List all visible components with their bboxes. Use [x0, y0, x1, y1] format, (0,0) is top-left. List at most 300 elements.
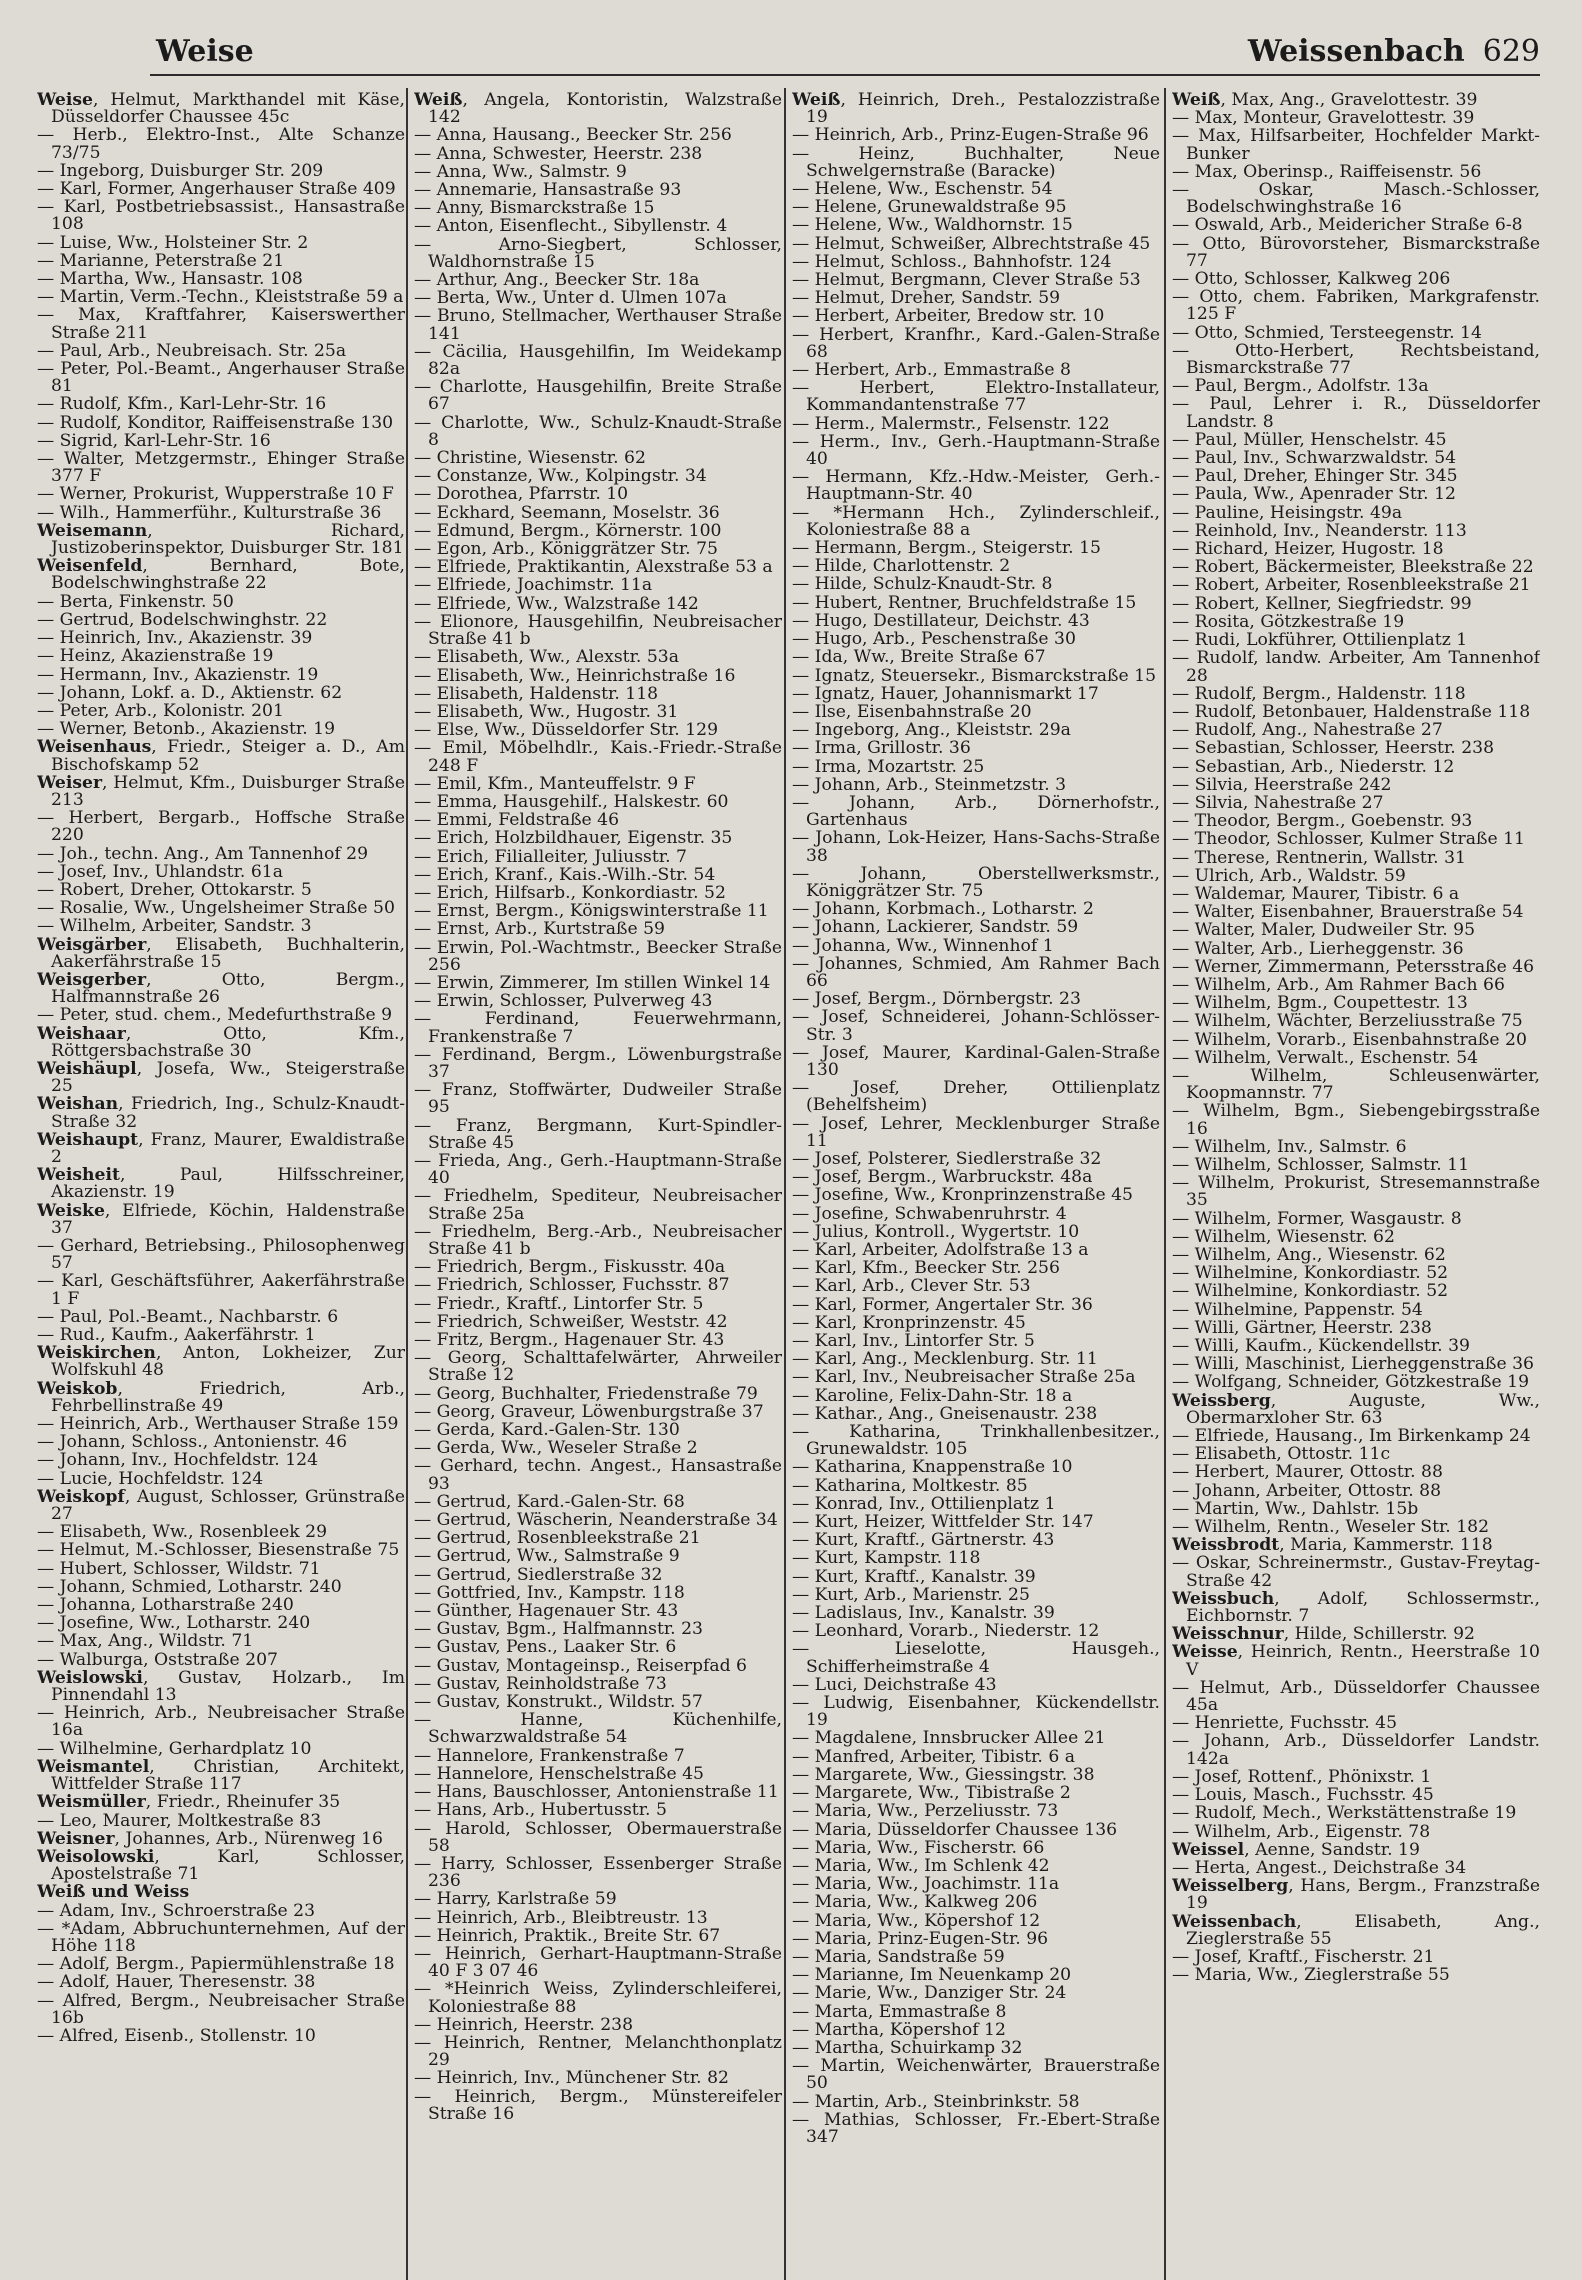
directory-entry: — Alfred, Bergm., Neubreisacher Straße 16b	[37, 1990, 405, 2028]
directory-entry: — Karl, Arb., Clever Str. 53	[792, 1276, 1031, 1297]
directory-entry: — Paul, Lehrer i. R., Düsseldorfer Landstr. 8	[1172, 394, 1540, 432]
directory-entry: — Adolf, Hauer, Theresenstr. 38	[37, 1972, 316, 1993]
directory-entry: — Hermann, Inv., Akazienstr. 19	[37, 664, 319, 685]
directory-entry: — Karl, Inv., Lintorfer Str. 5	[792, 1331, 1035, 1352]
directory-entry: — Gertrud, Wäscherin, Neanderstraße 34	[414, 1510, 778, 1531]
directory-entry: — Ilse, Eisenbahnstraße 20	[792, 701, 1032, 722]
directory-entry: — Elisabeth, Ww., Heinrichstraße 16	[414, 665, 736, 686]
directory-entry: — Waldemar, Maurer, Tibistr. 6 a	[1172, 883, 1460, 904]
directory-entry: — Johann, Arb., Düsseldorfer Landstr. 142a	[1172, 1731, 1540, 1769]
directory-entry: — Josef, Maurer, Kardinal-Galen-Straße 130	[792, 1042, 1160, 1080]
directory-entry: — Mathias, Schlosser, Fr.-Ebert-Straße 347	[792, 2109, 1160, 2147]
directory-entry: — *Hermann Hch., Zylinderschleif., Koloniestraße 88 a	[792, 502, 1160, 540]
directory-entry: — Willi, Gärtner, Heerstr. 238	[1172, 1317, 1432, 1338]
directory-entry: — Arthur, Ang., Beecker Str. 18a	[414, 270, 700, 291]
directory-entry: — Hannelore, Frankenstraße 7	[414, 1745, 685, 1766]
directory-entry: — Gerhard, techn. Angest., Hansastraße 93	[414, 1456, 782, 1494]
directory-entry: — Ingeborg, Duisburger Str. 209	[37, 160, 324, 181]
directory-entry: — Heinrich, Arb., Werthauser Straße 159	[37, 1414, 399, 1435]
directory-entry: — Paula, Ww., Apenrader Str. 12	[1172, 484, 1456, 505]
directory-entry: — Rosalie, Ww., Ungelsheimer Straße 50	[37, 898, 395, 919]
directory-entry: — Gertrud, Siedlerstraße 32	[414, 1564, 663, 1585]
directory-entry: Weismüller, Friedr., Rheinufer 35	[37, 1792, 341, 1813]
directory-entry: — Friedrich, Schlosser, Fuchsstr. 87	[414, 1275, 730, 1296]
directory-entry: Weissbuch, Adolf, Schlossermstr., Eichbornstr. 7	[1172, 1588, 1540, 1627]
directory-entry: — Friedrich, Bergm., Fiskusstr. 40a	[414, 1257, 726, 1278]
directory-entry: — Johann, Schloss., Antonienstr. 46	[37, 1432, 348, 1453]
directory-entry: Weiß, Max, Ang., Gravelottestr. 39	[1172, 92, 1478, 110]
directory-entry: Weisse, Heinrich, Rentn., Heerstraße 10 V	[1172, 1642, 1540, 1680]
directory-entry: — Rosita, Götzkestraße 19	[1172, 611, 1405, 632]
directory-entry: — Gustav, Reinholdstraße 73	[414, 1673, 667, 1694]
directory-entry: — Josef, Dreher, Ottilienplatz (Behelfsheim)	[792, 1078, 1160, 1116]
directory-entry: Weiser, Helmut, Kfm., Duisburger Straße 213	[37, 772, 405, 810]
directory-entry: — Gustav, Bgm., Halfmannstr. 23	[414, 1619, 703, 1640]
directory-entry: — Gerda, Ww., Weseler Straße 2	[414, 1438, 698, 1459]
directory-entry: — Heinrich, Arb., Bleibtreustr. 13	[414, 1907, 708, 1928]
directory-entry: — Rudolf, Konditor, Raiffeisenstraße 130	[37, 412, 394, 433]
directory-entry: — Harry, Schlosser, Essenberger Straße 236	[414, 1853, 782, 1892]
directory-entry: — Wilhelmine, Konkordiastr. 52	[1172, 1263, 1449, 1284]
directory-entry: — Otto, chem. Fabriken, Markgrafenstr. 125 F	[1172, 287, 1540, 325]
directory-entry: — Gertrud, Bodelschwinghstr. 22	[37, 609, 328, 630]
directory-entry: — Helene, Ww., Eschenstr. 54	[792, 179, 1053, 200]
directory-entry: — Ignatz, Hauer, Johannismarkt 17	[792, 683, 1099, 704]
directory-entry: — Josefine, Schwabenruhrstr. 4	[792, 1203, 1067, 1224]
directory-entry: — Sebastian, Schlosser, Heerstr. 238	[1172, 738, 1495, 759]
directory-entry: — Karl, Former, Angertaler Str. 36	[792, 1294, 1093, 1315]
directory-entry: — Gustav, Konstrukt., Wildstr. 57	[414, 1692, 703, 1713]
directory-entry: — Ignatz, Steuersekr., Bismarckstraße 15	[792, 665, 1157, 686]
directory-entry: — Christine, Wiesenstr. 62	[414, 448, 646, 469]
directory-entry: — Anna, Schwester, Heerstr. 238	[414, 143, 703, 164]
directory-entry: — Willi, Kaufm., Kückendellstr. 39	[1172, 1336, 1470, 1357]
directory-entry: — Ernst, Arb., Kurtstraße 59	[414, 919, 665, 940]
directory-entry: — Ferdinand, Bergm., Löwenburgstraße 37	[414, 1044, 782, 1082]
directory-entry: — Maria, Ww., Zieglerstraße 55	[1172, 1965, 1450, 1986]
directory-entry: — Robert, Bäckermeister, Bleekstraße 22	[1172, 557, 1534, 578]
directory-entry: — Wilhelm, Prokurist, Stresemannstraße 35	[1172, 1173, 1540, 1211]
directory-entry: — Josef, Bergm., Dörnbergstr. 23	[792, 989, 1081, 1010]
directory-entry: — Ernst, Bergm., Königswinterstraße 11	[414, 901, 769, 922]
directory-entry: — Anna, Ww., Salmstr. 9	[414, 161, 627, 182]
directory-entry: — Dorothea, Pfarrstr. 10	[414, 484, 629, 505]
directory-entry: — Maria, Prinz-Eugen-Str. 96	[792, 1928, 1049, 1949]
header-last-name-and-page	[1248, 34, 1540, 69]
directory-entry: — Leo, Maurer, Moltkestraße 83	[37, 1810, 322, 1831]
directory-entry: — Willi, Maschinist, Lierheggenstraße 36	[1172, 1354, 1534, 1375]
directory-entry: Weisschnur, Hilde, Schillerstr. 92	[1172, 1624, 1475, 1645]
directory-entry: — Herb., Elektro-Inst., Alte Schanze 73/75	[37, 125, 405, 163]
directory-entry: Weiskob, Friedrich, Arb., Fehrbellinstraße 49	[37, 1378, 405, 1416]
directory-entry: — Martin, Verm.-Techn., Kleiststraße 59 a	[37, 287, 404, 308]
directory-entry: — Eckhard, Seemann, Moselstr. 36	[414, 502, 720, 523]
directory-entry: — Margarete, Ww., Tibistraße 2	[792, 1783, 1071, 1804]
directory-entry: — Johann, Lok-Heizer, Hans-Sachs-Straße 38	[792, 828, 1160, 866]
directory-entry: — Johann, Arb., Steinmetzstr. 3	[792, 774, 1067, 795]
directory-entry: — Helmut, Arb., Düsseldorfer Chaussee 45a	[1172, 1677, 1540, 1716]
directory-entry: — Gustav, Montageinsp., Reiserpfad 6	[414, 1655, 747, 1676]
page-number: 629	[1482, 34, 1540, 69]
directory-entry: — Wilhelmine, Pappenstr. 54	[1172, 1299, 1423, 1320]
directory-entry: — Karl, Former, Angerhauser Straße 409	[37, 179, 396, 200]
directory-entry: — Else, Ww., Düsseldorfer Str. 129	[414, 720, 719, 741]
directory-entry: — Martha, Ww., Hansastr. 108	[37, 269, 303, 290]
directory-entry: — Herbert, Bergarb., Hoffsche Straße 220	[37, 808, 405, 846]
directory-entry: — Lucie, Hochfeldstr. 124	[37, 1468, 264, 1489]
directory-entry: — Josef, Inv., Uhlandstr. 61a	[37, 861, 283, 882]
directory-entry: — Max, Ang., Wildstr. 71	[37, 1631, 254, 1652]
directory-entry: — Gertrud, Kard.-Galen-Str. 68	[414, 1491, 685, 1512]
directory-entry: — Lieselotte, Hausgeh., Schifferheimstraße 4	[792, 1639, 1160, 1677]
directory-entry: — Franz, Bergmann, Kurt-Spindler-Straße 45	[414, 1115, 782, 1153]
directory-entry: — Helmut, Schloss., Bahnhofstr. 124	[792, 251, 1112, 272]
directory-entry: — Johann, Arb., Dörnerhofstr., Gartenhaus	[792, 792, 1160, 831]
header-first-name: Weise	[156, 34, 254, 69]
directory-entry: — Herbert, Maurer, Ottostr. 88	[1172, 1462, 1443, 1483]
directory-entry: — Hugo, Arb., Peschenstraße 30	[792, 629, 1076, 650]
directory-entry: — Josefine, Ww., Kronprinzenstraße 45	[792, 1185, 1133, 1206]
directory-entry: — Kurt, Kraftf., Kanalstr. 39	[792, 1566, 1036, 1587]
directory-entry: — Silvia, Nahestraße 27	[1172, 792, 1384, 813]
directory-entry: — Johann, Arbeiter, Ottostr. 88	[1172, 1480, 1442, 1501]
directory-entry: — Gertrud, Ww., Salmstraße 9	[414, 1546, 680, 1567]
directory-entry: — Karl, Kronprinzenstr. 45	[792, 1312, 1026, 1333]
directory-entry: — Theodor, Bergm., Goebenstr. 93	[1172, 811, 1473, 832]
directory-entry: Weisner, Johannes, Arb., Nürenweg 16	[37, 1828, 383, 1849]
column-divider	[1164, 88, 1166, 2280]
directory-entry: — Max, Oberinsp., Raiffeisenstr. 56	[1172, 161, 1482, 182]
directory-entry: — Josef, Kraftf., Fischerstr. 21	[1172, 1946, 1435, 1967]
directory-entry: — Johann, Lackierer, Sandstr. 59	[792, 917, 1079, 938]
directory-entry: — Konrad, Inv., Ottilienplatz 1	[792, 1493, 1056, 1514]
directory-entry: — Emma, Hausgehilf., Halskestr. 60	[414, 791, 729, 812]
directory-entry: — Heinrich, Rentner, Melanchthonplatz 29	[414, 2032, 782, 2071]
directory-entry: — Hermann, Kfz.-Hdw.-Meister, Gerh.-Hauptmann-Str. 40	[792, 467, 1160, 505]
directory-entry: — Marie, Ww., Danziger Str. 24	[792, 1983, 1067, 2004]
directory-entry: — Herta, Angest., Deichstraße 34	[1172, 1857, 1467, 1878]
directory-entry: — Otto, Schmied, Tersteegenstr. 14	[1172, 322, 1482, 343]
column-divider	[784, 88, 786, 2280]
directory-entry: — Max, Hilfsarbeiter, Hochfelder Markt-Bunker	[1172, 126, 1540, 164]
directory-entry: — Otto-Herbert, Rechtsbeistand, Bismarckstraße 77	[1172, 340, 1540, 379]
directory-column-3	[792, 92, 1160, 2277]
directory-entry: Weisheit, Paul, Hilfsschreiner, Akazienstr. 19	[37, 1165, 405, 1203]
directory-entry: — Emil, Möbelhdlr., Kais.-Friedr.-Straße 248 F	[414, 738, 782, 776]
directory-entry: — Peter, Pol.-Beamt., Angerhauser Straße 81	[37, 359, 405, 397]
page-header	[150, 34, 1540, 76]
directory-entry: — Martin, Weichenwärter, Brauerstraße 50	[792, 2056, 1160, 2094]
directory-entry: — Annemarie, Hansastraße 93	[414, 180, 682, 201]
directory-entry: — Oswald, Arb., Meidericher Straße 6-8	[1172, 215, 1523, 236]
directory-entry: — Maria, Ww., Fischerstr. 66	[792, 1837, 1045, 1858]
directory-entry: — Erich, Filialleiter, Juliusstr. 7	[414, 846, 687, 867]
directory-entry: — Katharina, Moltkestr. 85	[792, 1475, 1028, 1496]
directory-entry: — Josef, Lehrer, Mecklenburger Straße 11	[792, 1113, 1160, 1151]
directory-entry: — Karl, Inv., Neubreisacher Straße 25a	[792, 1367, 1136, 1388]
directory-entry: — Marianne, Peterstraße 21	[37, 250, 285, 271]
directory-entry: — Ulrich, Arb., Waldstr. 59	[1172, 865, 1406, 886]
directory-entry: — Karl, Postbetriebsassist., Hansastraße 108	[37, 197, 405, 235]
directory-entry: — Wilhelm, Verwalt., Eschenstr. 54	[1172, 1047, 1479, 1068]
directory-entry: — Sigrid, Karl-Lehr-Str. 16	[37, 430, 271, 451]
directory-entry: — Henriette, Fuchsstr. 45	[1172, 1713, 1398, 1734]
directory-entry: — Ida, Ww., Breite Straße 67	[792, 647, 1046, 668]
directory-entry: — Wilhelm, Wächter, Berzeliusstraße 75	[1172, 1011, 1523, 1032]
directory-entry: Weissel, Aenne, Sandstr. 19	[1172, 1839, 1420, 1860]
directory-entry: — Berta, Ww., Unter d. Ulmen 107a	[414, 288, 727, 309]
directory-entry: — Ferdinand, Feuerwehrmann, Frankenstraße 7	[414, 1009, 782, 1047]
directory-entry: — Gerda, Kard.-Galen-Str. 130	[414, 1420, 680, 1441]
directory-entry: — Hanne, Küchenhilfe, Schwarzwaldstraße 54	[414, 1710, 782, 1748]
directory-entry: — Manfred, Arbeiter, Tibistr. 6 a	[792, 1746, 1075, 1767]
directory-entry: — Otto, Bürovorsteher, Bismarckstraße 77	[1172, 233, 1540, 271]
directory-entry: — Wilhelm, Former, Wasgaustr. 8	[1172, 1208, 1462, 1229]
directory-entry: — Charlotte, Hausgehilfin, Breite Straße 67	[414, 377, 782, 415]
directory-column-2	[414, 92, 782, 2277]
directory-entry: Weisolowski, Karl, Schlosser, Apostelstraße 71	[37, 1846, 405, 1885]
directory-entry: — Kurt, Kampstr. 118	[792, 1548, 981, 1569]
directory-entry: — Heinrich, Inv., Münchener Str. 82	[414, 2068, 729, 2089]
directory-entry: Weisenfeld, Bernhard, Bote, Bodelschwinghstraße 22	[37, 556, 405, 594]
directory-entry: — Richard, Heizer, Hugostr. 18	[1172, 539, 1444, 560]
directory-entry: — Katharina, Trinkhallenbesitzer., Grunewaldstr. 105	[792, 1422, 1160, 1460]
directory-entry: — Elisabeth, Ww., Alexstr. 53a	[414, 647, 679, 668]
directory-entry: — Johann, Inv., Hochfeldstr. 124	[37, 1450, 319, 1471]
directory-entry: — Friedhelm, Berg.-Arb., Neubreisacher Straße 41 b	[414, 1221, 782, 1259]
directory-entry: — Karl, Kfm., Beecker Str. 256	[792, 1258, 1060, 1279]
directory-entry: — Heinrich, Heerstr. 238	[414, 2014, 634, 2035]
directory-entry: — Johann, Lokf. a. D., Aktienstr. 62	[37, 682, 343, 703]
directory-entry: — Oskar, Masch.-Schlosser, Bodelschwinghstraße 16	[1172, 180, 1540, 218]
directory-entry: — Leonhard, Vorarb., Niederstr. 12	[792, 1621, 1100, 1642]
directory-entry: — Helmut, Bergmann, Clever Straße 53	[792, 270, 1141, 291]
directory-entry: — Arno-Siegbert, Schlosser, Waldhornstraße 15	[414, 234, 782, 272]
directory-entry: — Maria, Ww., Perzeliusstr. 73	[792, 1801, 1059, 1822]
directory-entry: — Edmund, Bergm., Körnerstr. 100	[414, 520, 722, 541]
directory-entry: — Maria, Sandstraße 59	[792, 1946, 1005, 1967]
directory-entry: — Rudi, Lokführer, Ottilienplatz 1	[1172, 630, 1468, 651]
directory-entry: — Helmut, Dreher, Sandstr. 59	[792, 288, 1061, 309]
directory-entry: — Anna, Hausang., Beecker Str. 256	[414, 125, 732, 146]
directory-entry: Weiß, Heinrich, Dreh., Pestalozzistraße 19	[792, 92, 1160, 128]
directory-entry: — Walter, Maler, Dudweiler Str. 95	[1172, 920, 1476, 941]
directory-entry: — Martin, Arb., Steinbrinkstr. 58	[792, 2091, 1080, 2112]
directory-entry: — Martha, Köpershof 12	[792, 2019, 1006, 2040]
directory-entry: — Werner, Betonb., Akazienstr. 19	[37, 719, 336, 740]
directory-entry: — Günther, Hagenauer Str. 43	[414, 1601, 679, 1622]
directory-entry: — Therese, Rentnerin, Wallstr. 31	[1172, 847, 1466, 868]
directory-entry: — Johanna, Ww., Winnenhof 1	[792, 935, 1054, 956]
directory-entry: — Kurt, Heizer, Wittfelder Str. 147	[792, 1512, 1094, 1533]
directory-entry: — Heinrich, Bergm., Münstereifeler Straße 16	[414, 2086, 782, 2124]
directory-entry: Weiß, Angela, Kontoristin, Walzstraße 142	[414, 92, 782, 128]
directory-entry: — Hubert, Rentner, Bruchfeldstraße 15	[792, 592, 1137, 613]
directory-column-1	[37, 92, 405, 2277]
directory-entry: — Franz, Stoffwärter, Dudweiler Straße 95	[414, 1080, 782, 1118]
directory-entry: — Elfriede, Hausang., Im Birkenkamp 24	[1172, 1426, 1531, 1447]
directory-entry: — Rudolf, Kfm., Karl-Lehr-Str. 16	[37, 394, 327, 415]
directory-entry: Weishaar, Otto, Kfm., Röttgersbachstraße 30	[37, 1023, 405, 1061]
directory-entry: — Wolfgang, Schneider, Götzkestraße 19	[1172, 1372, 1530, 1393]
directory-entry: — Egon, Arb., Königgrätzer Str. 75	[414, 539, 718, 560]
directory-entry: — Paul, Müller, Henschelstr. 45	[1172, 429, 1447, 450]
directory-entry: — Martin, Ww., Dahlstr. 15b	[1172, 1498, 1419, 1519]
directory-entry: — Adam, Inv., Schroerstraße 23	[37, 1900, 316, 1921]
directory-entry: — *Heinrich Weiss, Zylinderschleiferei, Koloniestraße 88	[414, 1979, 782, 2017]
directory-entry: — Elfriede, Ww., Walzstraße 142	[414, 593, 699, 614]
directory-entry: — Karl, Arbeiter, Adolfstraße 13 a	[792, 1240, 1089, 1260]
directory-entry: — Magdalene, Innsbrucker Allee 21	[792, 1728, 1106, 1749]
directory-entry: — Ladislaus, Inv., Kanalstr. 39	[792, 1603, 1055, 1624]
directory-entry: — Herbert, Kranfhr., Kard.-Galen-Straße 68	[792, 324, 1160, 362]
directory-entry: — Georg, Graveur, Löwenburgstraße 37	[414, 1401, 764, 1422]
directory-entry: — Sebastian, Arb., Niederstr. 12	[1172, 756, 1455, 777]
directory-entry: — Elisabeth, Haldenstr. 118	[414, 683, 659, 704]
directory-entry: — Irma, Grillostr. 36	[792, 738, 971, 759]
directory-entry: Weiskirchen, Anton, Lokheizer, Zur Wolfskuhl 48	[37, 1343, 405, 1381]
directory-entry: — Max, Kraftfahrer, Kaiserswerther Straße 211	[37, 305, 405, 343]
directory-entry: — Margarete, Ww., Giessingstr. 38	[792, 1764, 1095, 1785]
directory-entry: — Heinz, Buchhalter, Neue Schwelgernstraße (Baracke)	[792, 143, 1160, 181]
directory-entry: — Herbert, Elektro-Installateur, Kommandantenstraße 77	[792, 378, 1160, 416]
directory-entry: — Heinrich, Arb., Neubreisacher Straße 16a	[37, 1703, 405, 1741]
directory-entry: — Paul, Pol.-Beamt., Nachbarstr. 6	[37, 1306, 339, 1327]
directory-entry: — Martha, Schuirkamp 32	[792, 2037, 1023, 2058]
directory-entry: — Walter, Eisenbahner, Brauerstraße 54	[1172, 902, 1524, 923]
directory-entry: — Hilde, Charlottenstr. 2	[792, 556, 1011, 577]
directory-entry: — Paul, Dreher, Ehinger Str. 345	[1172, 466, 1458, 487]
directory-entry: — Maria, Ww., Köpershof 12	[792, 1910, 1041, 1931]
directory-entry: — Otto, Schlosser, Kalkweg 206	[1172, 269, 1451, 290]
directory-entry: — Wilhelm, Ang., Wiesenstr. 62	[1172, 1245, 1446, 1265]
directory-entry: — Johanna, Lotharstraße 240	[37, 1595, 294, 1616]
directory-entry: — Wilhelm, Arb., Eigenstr. 78	[1172, 1821, 1431, 1842]
directory-entry: Weisenhaus, Friedr., Steiger a. D., Am Bischofskamp 52	[37, 737, 405, 775]
directory-entry: — Johannes, Schmied, Am Rahmer Bach 66	[792, 953, 1160, 991]
directory-entry: — Karoline, Felix-Dahn-Str. 18 a	[792, 1385, 1073, 1406]
directory-entry: — Theodor, Schlosser, Kulmer Straße 11	[1172, 829, 1525, 850]
directory-entry: — Walter, Arb., Lierheggenstr. 36	[1172, 938, 1464, 959]
directory-entry: — Rudolf, Mech., Werkstättenstraße 19	[1172, 1803, 1517, 1824]
directory-entry: — Wilhelmine, Konkordiastr. 52	[1172, 1281, 1449, 1302]
directory-entry: Weisgerber, Otto, Bergm., Halfmannstraße 26	[37, 969, 405, 1008]
directory-entry: — Marianne, Im Neuenkamp 20	[792, 1965, 1072, 1986]
directory-entry: — Marta, Emmastraße 8	[792, 2001, 1007, 2022]
directory-entry: — Louis, Masch., Fuchsstr. 45	[1172, 1785, 1434, 1806]
directory-entry: — Harry, Karlstraße 59	[414, 1889, 617, 1910]
directory-entry: — Wilhelm, Arb., Am Rahmer Bach 66	[1172, 974, 1505, 995]
directory-entry: — Hermann, Bergm., Steigerstr. 15	[792, 538, 1101, 559]
directory-entry: — Elfriede, Joachimstr. 11a	[414, 575, 653, 596]
directory-entry: — Katharina, Knappenstraße 10	[792, 1457, 1073, 1478]
directory-entry: — Maria, Ww., Im Schlenk 42	[792, 1855, 1050, 1876]
directory-entry: — Paul, Arb., Neubreisach. Str. 25a	[37, 340, 347, 361]
directory-entry: — Wilhelm, Vorarb., Eisenbahnstraße 20	[1172, 1029, 1527, 1050]
directory-entry: Weishan, Friedrich, Ing., Schulz-Knaudt-Straße 32	[37, 1094, 405, 1132]
header-last-name: Weissenbach	[1247, 34, 1465, 69]
directory-entry: — Heinrich, Arb., Prinz-Eugen-Straße 96	[792, 125, 1149, 146]
directory-entry: — Elfriede, Praktikantin, Alexstraße 53 a	[414, 557, 773, 578]
directory-entry: — Gottfried, Inv., Kampstr. 118	[414, 1582, 685, 1603]
directory-entry: — Anton, Eisenflecht., Sibyllenstr. 4	[414, 216, 728, 237]
directory-entry: — Herm., Inv., Gerh.-Hauptmann-Straße 40	[792, 431, 1160, 470]
directory-entry: — Erich, Holzbildhauer, Eigenstr. 35	[414, 828, 733, 849]
directory-entry: — Peter, stud. chem., Medefurthstraße 9	[37, 1005, 393, 1026]
directory-entry: — Heinrich, Inv., Akazienstr. 39	[37, 628, 313, 649]
directory-entry: — Paul, Bergm., Adolfstr. 13a	[1172, 376, 1429, 397]
directory-entry: — Reinhold, Inv., Neanderstr. 113	[1172, 520, 1467, 541]
directory-entry: — Wilhelm, Inv., Salmstr. 6	[1172, 1136, 1407, 1157]
directory-entry: — Kurt, Arb., Marienstr. 25	[792, 1584, 1030, 1605]
directory-entry: — Cäcilia, Hausgehilfin, Im Weidekamp 82a	[414, 341, 782, 380]
directory-entry: — Wilhelm, Schlosser, Salmstr. 11	[1172, 1154, 1470, 1175]
directory-entry: — Werner, Zimmermann, Petersstraße 46	[1172, 956, 1535, 977]
directory-entry: — Robert, Arbeiter, Rosenbleekstraße 21	[1172, 575, 1531, 596]
directory-entry: — Anny, Bismarckstraße 15	[414, 198, 655, 219]
directory-entry: — Luci, Deichstraße 43	[792, 1674, 997, 1695]
directory-entry: Weisgärber, Elisabeth, Buchhalterin, Aakerfährstraße 15	[37, 934, 405, 972]
directory-entry: — Gustav, Pens., Laaker Str. 6	[414, 1637, 677, 1658]
directory-entry: Weishaupt, Franz, Maurer, Ewaldistraße 2	[37, 1129, 405, 1167]
directory-entry: — Maria, Düsseldorfer Chaussee 136	[792, 1819, 1118, 1840]
directory-entry: — Karl, Geschäftsführer, Aakerfährstraße 1 F	[37, 1271, 405, 1309]
directory-entry: — Helene, Ww., Waldhornstr. 15	[792, 215, 1073, 236]
directory-entry: — Walburga, Oststraße 207	[37, 1649, 278, 1670]
directory-entry: — Johann, Schmied, Lotharstr. 240	[37, 1576, 342, 1597]
directory-entry: Weiske, Elfriede, Köchin, Haldenstraße 37	[37, 1200, 405, 1238]
directory-entry: — Helmut, Schweißer, Albrechtstraße 45	[792, 233, 1151, 254]
directory-entry: — Georg, Buchhalter, Friedenstraße 79	[414, 1383, 758, 1404]
directory-entry: — Erwin, Pol.-Wachtmstr., Beecker Straße 256	[414, 937, 782, 975]
directory-entry: Weiskopf, August, Schlosser, Grünstraße 27	[37, 1486, 405, 1525]
directory-entry: — Rudolf, Betonbauer, Haldenstraße 118	[1172, 701, 1531, 722]
directory-entry: — Walter, Metzgermstr., Ehinger Straße 377 F	[37, 449, 405, 487]
directory-entry: — Johann, Oberstellwerksmstr., Königgrätzer Str. 75	[792, 863, 1160, 901]
directory-entry: — Max, Monteur, Gravelottestr. 39	[1172, 108, 1475, 129]
directory-entry: — Friedr., Kraftf., Lintorfer Str. 5	[414, 1293, 704, 1314]
directory-entry: — Frieda, Ang., Gerh.-Hauptmann-Straße 40	[414, 1150, 782, 1189]
directory-entry: — Erwin, Schlosser, Pulverweg 43	[414, 991, 713, 1012]
directory-entry: — Herbert, Arbeiter, Bredow str. 10	[792, 306, 1105, 327]
directory-entry: — Herm., Malermstr., Felsenstr. 122	[792, 413, 1110, 434]
directory-entry: Weisselberg, Hans, Bergm., Franzstraße 19	[1172, 1876, 1540, 1914]
directory-entry: — Elisabeth, Ottostr. 11c	[1172, 1444, 1391, 1465]
directory-entry: — Constanze, Ww., Kolpingstr. 34	[414, 466, 707, 487]
directory-entry: — Johann, Korbmach., Lotharstr. 2	[792, 899, 1094, 920]
directory-entry: Weissbrodt, Maria, Kammerstr. 118	[1172, 1535, 1493, 1556]
directory-entry: Weismantel, Christian, Architekt, Wittfelder Straße 117	[37, 1756, 405, 1795]
directory-entry: Weise, Helmut, Markthandel mit Käse, Düsseldorfer Chaussee 45c	[37, 92, 405, 128]
directory-entry: — Helene, Grunewaldstraße 95	[792, 197, 1067, 218]
directory-entry: — Friedhelm, Spediteur, Neubreisacher Straße 25a	[414, 1186, 782, 1224]
directory-entry: — Kurt, Kraftf., Gärtnerstr. 43	[792, 1530, 1055, 1551]
directory-entry: Weiß und Weiss	[37, 1882, 190, 1903]
directory-entry: — Wilhelm, Bgm., Coupettestr. 13	[1172, 993, 1468, 1014]
directory-entry: — Josefine, Ww., Lotharstr. 240	[37, 1613, 311, 1634]
directory-entry: — Ludwig, Eisenbahner, Kückendellstr. 19	[792, 1693, 1160, 1731]
directory-entry: — Joh., techn. Ang., Am Tannenhof 29	[37, 843, 369, 864]
directory-entry: — Heinrich, Gerhart-Hauptmann-Straße 40 F 3 07 46	[414, 1943, 782, 1982]
directory-entry: — Wilh., Hammerführ., Kulturstraße 36	[37, 502, 382, 523]
directory-entry: — Hilde, Schulz-Knaudt-Str. 8	[792, 574, 1053, 595]
directory-entry: — Wilhelm, Wiesenstr. 62	[1172, 1226, 1395, 1247]
directory-entry: — Erwin, Zimmerer, Im stillen Winkel 14	[414, 972, 771, 993]
directory-entry: — Adolf, Bergm., Papiermühlenstraße 18	[37, 1954, 395, 1975]
directory-entry: — Heinrich, Praktik., Breite Str. 67	[414, 1925, 721, 1946]
directory-entry: — Bruno, Stellmacher, Werthauser Straße 141	[414, 306, 782, 344]
directory-entry: — Herbert, Arb., Emmastraße 8	[792, 360, 1071, 381]
